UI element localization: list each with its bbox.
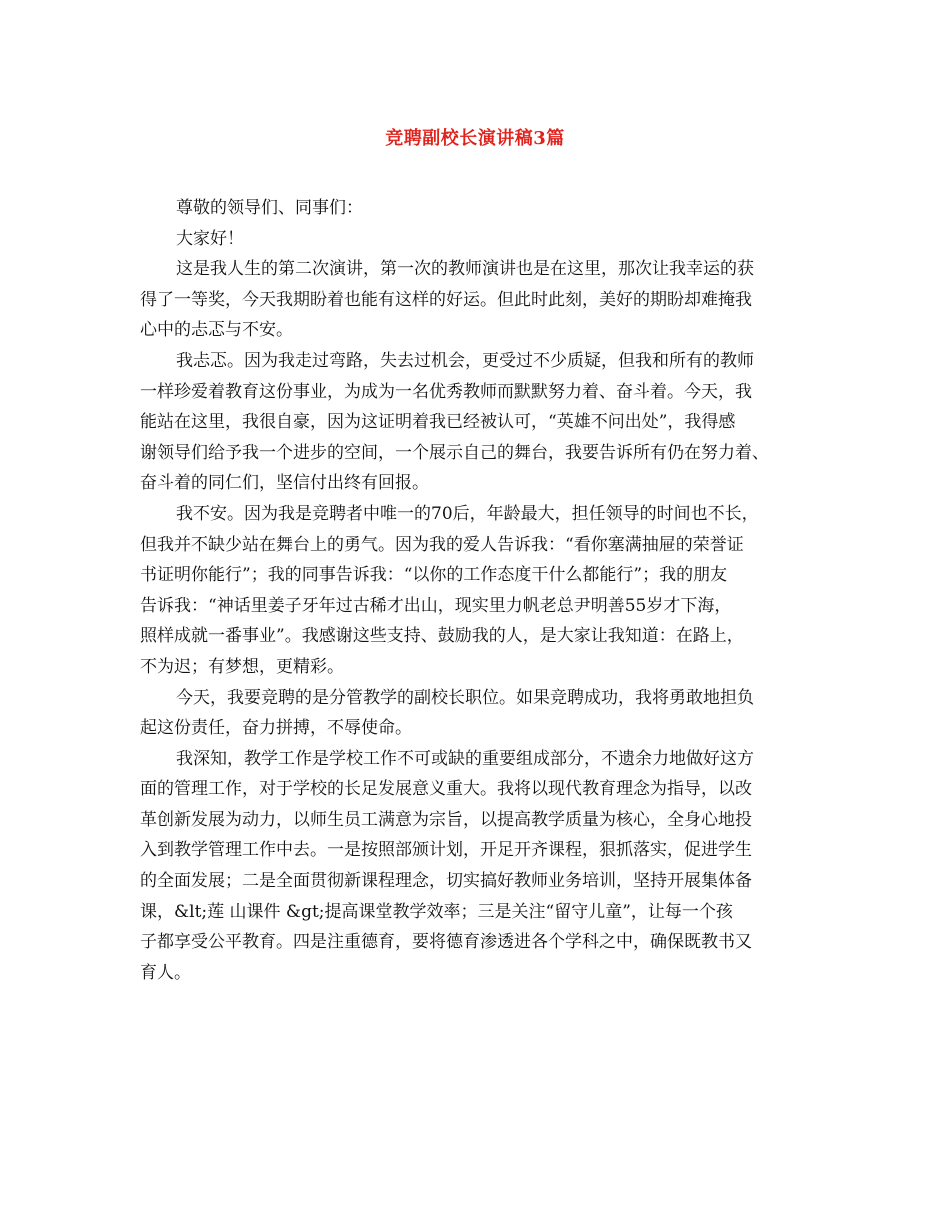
text-line: 奋斗着的同仁们，坚信付出终有回报。 — [140, 473, 429, 494]
text-line: 我不安。因为我是竞聘者中唯一的70后，年龄最大，担任领导的时间也不长， — [176, 503, 759, 524]
text-line: 我忐忑。因为我走过弯路，失去过机会，更受过不少质疑，但我和所有的教师 — [176, 350, 754, 371]
text-line: 但我并不缺少站在舞台上的勇气。因为我的爱人告诉我：“看你塞满抽屉的荣誉证 — [140, 534, 744, 555]
text-line: 课，&lt;莲 山课件 &gt;提高课堂教学效率；三是关注“留守儿童”，让每一个孩 — [140, 901, 733, 922]
text-line: 的全面发展；二是全面贯彻新课程理念，切实搞好教师业务培训，坚持开展集体备 — [140, 871, 752, 892]
text-line: 照样成就一番事业”。我感谢这些支持、鼓励我的人，是大家让我知道：在路上， — [140, 626, 744, 647]
text-line: 面的管理工作，对于学校的长足发展意义重大。我将以现代教育理念为指导，以改 — [140, 779, 752, 800]
text-line: 书证明你能行”；我的同事告诉我：“以你的工作态度干什么都能行”；我的朋友 — [140, 565, 728, 586]
text-line: 入到教学管理工作中去。一是按照部颁计划，开足开齐课程，狠抓落实，促进学生 — [140, 840, 752, 861]
text-line: 得了一等奖，今天我期盼着也能有这样的好运。但此时此刻，美好的期盼却难掩我 — [140, 289, 752, 310]
text-line: 子都享受公平教育。四是注重德育，要将德育渗透进各个学科之中，确保既教书又 — [140, 932, 752, 953]
text-line: 能站在这里，我很自豪，因为这证明着我已经被认可，“英雄不问出处”，我得感 — [140, 412, 736, 433]
text-line: 心中的忐忑与不安。 — [140, 320, 293, 341]
text-line: 起这份责任，奋力拼搏，不辱使命。 — [140, 718, 412, 739]
text-line: 我深知，教学工作是学校工作不可或缺的重要组成部分，不遗余力地做好这方 — [176, 748, 754, 769]
document-body — [140, 193, 820, 988]
text-line: 尊敬的领导们、同事们： — [176, 198, 363, 218]
document-title: 竞聘副校长演讲稿3篇 — [385, 128, 565, 149]
text-line: 革创新发展为动力，以师生员工满意为宗旨，以提高教学质量为核心，全身心地投 — [140, 809, 752, 830]
text-line: 不为迟；有梦想，更精彩。 — [140, 656, 344, 677]
text-line: 告诉我：“神话里姜子牙年过古稀才出山，现实里力帆老总尹明善55岁才下海， — [140, 595, 732, 616]
text-line: 今天，我要竞聘的是分管教学的副校长职位。如果竞聘成功，我将勇敢地担负 — [176, 687, 754, 708]
text-line: 谢领导们给予我一个进步的空间，一个展示自己的舞台，我要告诉所有仍在努力着、 — [140, 442, 769, 463]
text-line: 育人。 — [140, 962, 191, 983]
text-line: 一样珍爱着教育这份事业，为成为一名优秀教师而默默努力着、奋斗着。今天，我 — [140, 381, 752, 402]
text-line: 大家好！ — [176, 228, 244, 249]
text-line: 这是我人生的第二次演讲，第一次的教师演讲也是在这里，那次让我幸运的获 — [176, 259, 754, 280]
